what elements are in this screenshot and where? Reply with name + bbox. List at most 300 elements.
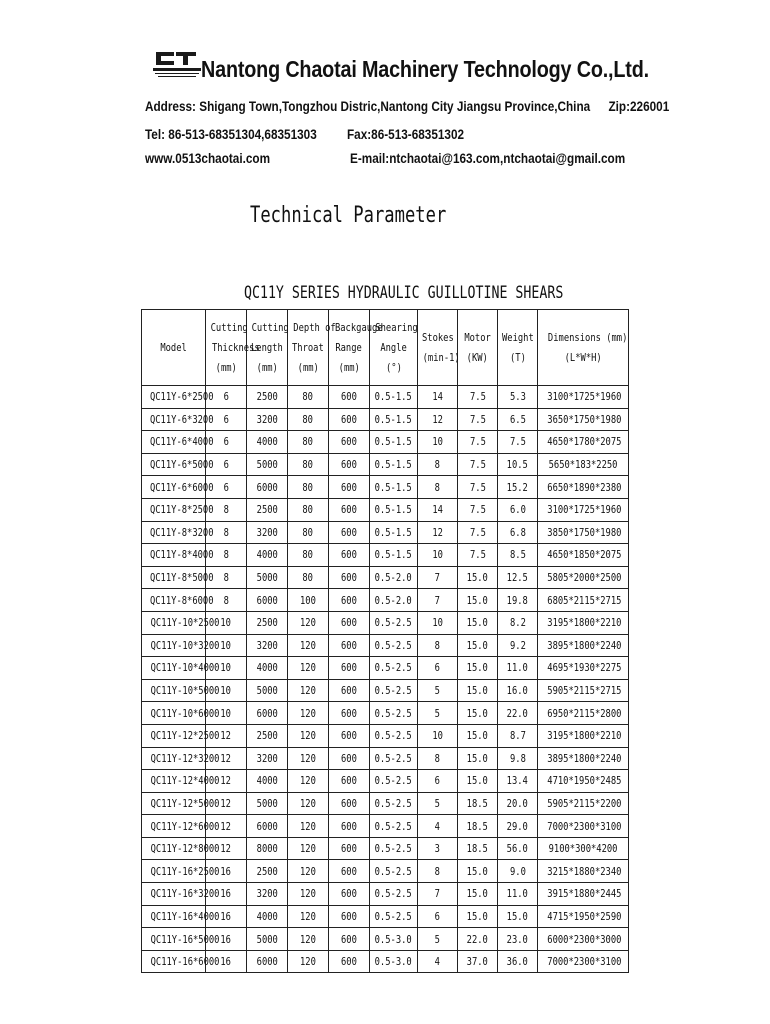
table-cell bbox=[329, 905, 370, 928]
cell-text: 7 bbox=[434, 593, 441, 607]
cell-text: 600 bbox=[341, 616, 357, 630]
model-cell bbox=[142, 950, 220, 973]
model-cell bbox=[142, 498, 214, 521]
table-cell bbox=[538, 657, 629, 680]
cell-text: 6000 bbox=[256, 593, 278, 607]
cell-text: 8.5 bbox=[509, 548, 526, 562]
table-cell bbox=[370, 634, 418, 657]
table-row bbox=[142, 679, 629, 702]
table-cell bbox=[498, 431, 538, 454]
table-cell bbox=[247, 792, 288, 815]
cell-text: 120 bbox=[300, 955, 316, 969]
table-cell bbox=[288, 589, 329, 612]
table-row bbox=[142, 702, 629, 725]
cell-text: 29.0 bbox=[506, 819, 529, 833]
table-cell bbox=[329, 408, 370, 431]
cell-text: 120 bbox=[300, 932, 316, 946]
cell-text: 22.0 bbox=[506, 706, 529, 720]
table-row bbox=[142, 747, 629, 770]
cell-text: QC11Y-16*5000 bbox=[150, 932, 220, 946]
table-cell bbox=[329, 611, 370, 634]
model-cell bbox=[142, 408, 214, 431]
cell-text: 15.0 bbox=[466, 684, 489, 698]
table-cell bbox=[370, 611, 418, 634]
column-header bbox=[206, 310, 260, 386]
table-cell bbox=[288, 566, 329, 589]
cell-text: 5000 bbox=[256, 796, 278, 810]
table-cell bbox=[288, 476, 329, 499]
table-cell bbox=[498, 521, 538, 544]
table-cell bbox=[418, 883, 458, 906]
table-cell bbox=[288, 634, 329, 657]
table-cell bbox=[418, 747, 458, 770]
model-cell bbox=[142, 724, 220, 747]
table-cell bbox=[247, 928, 288, 951]
cell-text: QC11Y-10*4000 bbox=[150, 661, 220, 675]
table-cell bbox=[247, 521, 288, 544]
table-cell bbox=[458, 950, 498, 973]
model-cell bbox=[142, 770, 220, 793]
cell-text: QC11Y-10*3200 bbox=[150, 638, 220, 652]
table-cell bbox=[458, 476, 498, 499]
cell-text: 80 bbox=[302, 525, 314, 539]
table-cell bbox=[458, 431, 498, 454]
table-cell bbox=[329, 950, 370, 973]
cell-text: 8 bbox=[434, 638, 441, 652]
table-row bbox=[142, 905, 629, 928]
cell-text: 8000 bbox=[256, 842, 278, 856]
cell-text: 16.0 bbox=[506, 684, 529, 698]
cell-text: 9100*300*4200 bbox=[548, 842, 618, 856]
cell-text: 3650*1750*1980 bbox=[547, 412, 622, 426]
table-cell bbox=[458, 905, 498, 928]
table-cell bbox=[370, 747, 418, 770]
website[interactable]: www.0513chaotai.com bbox=[145, 150, 271, 166]
table-cell bbox=[418, 837, 458, 860]
table-cell bbox=[418, 611, 458, 634]
column-header-line: Model bbox=[160, 340, 187, 354]
table-cell bbox=[247, 431, 288, 454]
cell-text: QC11Y-12*8000 bbox=[150, 842, 220, 856]
cell-text: 120 bbox=[300, 909, 316, 923]
cell-text: 120 bbox=[300, 616, 316, 630]
column-header-line: (mm) bbox=[215, 360, 237, 374]
table-row bbox=[142, 498, 629, 521]
cell-text: 80 bbox=[302, 503, 314, 517]
cell-text: 16 bbox=[220, 887, 232, 901]
column-header-line: Dimensions (mm) bbox=[547, 330, 628, 344]
table-cell bbox=[498, 498, 538, 521]
cell-text: 0.5-1.5 bbox=[374, 458, 413, 472]
cell-text: 10.5 bbox=[506, 458, 529, 472]
cell-text: 600 bbox=[341, 751, 357, 765]
cell-text: 15.0 bbox=[466, 571, 489, 585]
cell-text: 7 bbox=[434, 571, 441, 585]
company-name: Nantong Chaotai Machinery Technology Co.,Ltd. bbox=[201, 56, 649, 82]
column-header-line: Stokes bbox=[421, 330, 454, 344]
column-header-line: Backgauge bbox=[334, 320, 383, 334]
cell-text: QC11Y-12*3200 bbox=[150, 751, 220, 765]
table-cell bbox=[418, 815, 458, 838]
cell-text: 15.0 bbox=[466, 887, 489, 901]
table-cell bbox=[247, 747, 288, 770]
table-cell bbox=[370, 386, 418, 409]
cell-text: 3895*1800*2240 bbox=[547, 638, 622, 652]
table-row bbox=[142, 792, 629, 815]
table-cell bbox=[329, 476, 370, 499]
cell-text: 5805*2000*2500 bbox=[547, 571, 622, 585]
table-cell bbox=[538, 498, 629, 521]
cell-text: 5 bbox=[434, 796, 441, 810]
table-cell bbox=[370, 476, 418, 499]
cell-text: 4650*1780*2075 bbox=[547, 435, 622, 449]
cell-text: 6 bbox=[223, 390, 229, 404]
table-cell bbox=[370, 453, 418, 476]
table-cell bbox=[538, 408, 629, 431]
table-cell bbox=[370, 860, 418, 883]
cell-text: 0.5-2.0 bbox=[374, 571, 413, 585]
cell-text: 10 bbox=[220, 661, 232, 675]
column-header bbox=[247, 310, 288, 386]
cell-text: 15.0 bbox=[466, 593, 489, 607]
cell-text: 0.5-2.5 bbox=[374, 684, 413, 698]
cell-text: 8 bbox=[223, 548, 229, 562]
cell-text: 8 bbox=[434, 458, 441, 472]
table-row bbox=[142, 408, 629, 431]
cell-text: QC11Y-8*3200 bbox=[149, 525, 214, 539]
cell-text: QC11Y-6*4000 bbox=[149, 435, 214, 449]
table-cell bbox=[458, 747, 498, 770]
cell-text: 56.0 bbox=[506, 842, 529, 856]
table-cell bbox=[370, 792, 418, 815]
table-cell bbox=[418, 408, 458, 431]
column-header-line: Angle bbox=[380, 340, 407, 354]
cell-text: 3195*1800*2210 bbox=[547, 616, 622, 630]
model-cell bbox=[142, 431, 214, 454]
model-cell bbox=[142, 634, 220, 657]
table-cell bbox=[458, 589, 498, 612]
cell-text: 12 bbox=[432, 525, 443, 539]
cell-text: 14 bbox=[432, 503, 443, 517]
table-cell bbox=[370, 657, 418, 680]
table-cell bbox=[329, 521, 370, 544]
cell-text: 0.5-2.5 bbox=[374, 887, 413, 901]
cell-text: 600 bbox=[341, 661, 357, 675]
table-cell bbox=[288, 792, 329, 815]
cell-text: QC11Y-6*2500 bbox=[149, 390, 214, 404]
table-cell bbox=[418, 702, 458, 725]
table-cell bbox=[418, 860, 458, 883]
cell-text: 5905*2115*2715 bbox=[547, 684, 622, 698]
cell-text: QC11Y-6*6000 bbox=[149, 480, 214, 494]
cell-text: 0.5-1.5 bbox=[374, 412, 413, 426]
cell-text: 8 bbox=[223, 503, 229, 517]
table-cell bbox=[247, 815, 288, 838]
cell-text: 5650*183*2250 bbox=[548, 458, 618, 472]
table-cell bbox=[370, 770, 418, 793]
table-row bbox=[142, 386, 629, 409]
cell-text: 12.5 bbox=[506, 571, 529, 585]
cell-text: 0.5-2.5 bbox=[374, 729, 413, 743]
table-cell bbox=[288, 837, 329, 860]
cell-text: QC11Y-6*3200 bbox=[149, 412, 214, 426]
cell-text: 120 bbox=[300, 887, 316, 901]
model-cell bbox=[142, 589, 214, 612]
cell-text: 6 bbox=[434, 661, 441, 675]
table-cell bbox=[247, 883, 288, 906]
cell-text: 0.5-2.0 bbox=[374, 593, 413, 607]
table-cell bbox=[247, 837, 288, 860]
cell-text: 12 bbox=[432, 412, 443, 426]
table-cell bbox=[538, 702, 629, 725]
cell-text: 15.0 bbox=[466, 729, 489, 743]
cell-text: 0.5-1.5 bbox=[374, 435, 413, 449]
cell-text: 10 bbox=[432, 729, 443, 743]
cell-text: 7.5 bbox=[469, 435, 486, 449]
model-cell bbox=[142, 815, 220, 838]
table-cell bbox=[329, 928, 370, 951]
cell-text: 15.0 bbox=[466, 864, 489, 878]
model-cell bbox=[142, 386, 214, 409]
column-header-line: (mm) bbox=[256, 360, 278, 374]
table-cell bbox=[329, 634, 370, 657]
cell-text: 6650*1890*2380 bbox=[547, 480, 622, 494]
table-cell bbox=[498, 928, 538, 951]
cell-text: 0.5-2.5 bbox=[374, 819, 413, 833]
model-cell bbox=[142, 453, 214, 476]
cell-text: 80 bbox=[302, 480, 314, 494]
cell-text: 7.5 bbox=[469, 503, 486, 517]
column-header-line: (KW) bbox=[466, 350, 489, 364]
table-cell bbox=[418, 724, 458, 747]
cell-text: 15.0 bbox=[466, 661, 489, 675]
cell-text: 4000 bbox=[256, 909, 278, 923]
table-cell bbox=[538, 386, 629, 409]
table-cell bbox=[247, 634, 288, 657]
cell-text: 5 bbox=[434, 706, 441, 720]
column-header-line: Throat bbox=[292, 340, 324, 354]
table-cell bbox=[538, 860, 629, 883]
table-cell bbox=[538, 453, 629, 476]
cell-text: QC11Y-12*4000 bbox=[150, 774, 220, 788]
table-cell bbox=[538, 770, 629, 793]
model-cell bbox=[142, 566, 214, 589]
table-cell bbox=[458, 634, 498, 657]
section-title: Technical Parameter bbox=[250, 203, 447, 228]
table-cell bbox=[288, 408, 329, 431]
table-cell bbox=[247, 408, 288, 431]
cell-text: QC11Y-8*2500 bbox=[149, 503, 214, 517]
cell-text: 10 bbox=[432, 548, 443, 562]
table-cell bbox=[538, 634, 629, 657]
table-cell bbox=[418, 566, 458, 589]
cell-text: 5.3 bbox=[509, 390, 526, 404]
table-cell bbox=[247, 702, 288, 725]
cell-text: 120 bbox=[300, 842, 316, 856]
cell-text: 5 bbox=[434, 932, 441, 946]
cell-text: 600 bbox=[341, 458, 357, 472]
cell-text: 18.5 bbox=[466, 819, 489, 833]
cell-text: 0.5-2.5 bbox=[374, 661, 413, 675]
table-cell bbox=[288, 498, 329, 521]
cell-text: 3895*1800*2240 bbox=[547, 751, 622, 765]
cell-text: 10 bbox=[432, 616, 443, 630]
column-header-line: Depth of bbox=[293, 320, 336, 334]
cell-text: 600 bbox=[341, 412, 357, 426]
model-cell bbox=[142, 747, 220, 770]
tel: Tel: 86-513-68351304,68351303 bbox=[145, 126, 317, 142]
table-cell bbox=[538, 883, 629, 906]
cell-text: 3200 bbox=[256, 525, 278, 539]
table-cell bbox=[418, 905, 458, 928]
column-header bbox=[458, 310, 498, 386]
table-row bbox=[142, 476, 629, 499]
cell-text: 600 bbox=[341, 684, 357, 698]
cell-text: 120 bbox=[300, 638, 316, 652]
cell-text: 12 bbox=[220, 842, 232, 856]
column-header-line: Cutting bbox=[210, 320, 248, 334]
table-cell bbox=[288, 431, 329, 454]
table-cell bbox=[498, 792, 538, 815]
cell-text: 0.5-1.5 bbox=[374, 548, 413, 562]
cell-text: 5000 bbox=[256, 571, 278, 585]
table-cell bbox=[498, 815, 538, 838]
cell-text: 600 bbox=[341, 571, 357, 585]
cell-text: 19.8 bbox=[506, 593, 529, 607]
cell-text: 22.0 bbox=[466, 932, 489, 946]
table-header-row bbox=[142, 310, 629, 386]
cell-text: 7000*2300*3100 bbox=[547, 819, 622, 833]
cell-text: 9.2 bbox=[509, 638, 526, 652]
cell-text: 10 bbox=[220, 684, 232, 698]
table-row bbox=[142, 928, 629, 951]
cell-text: 120 bbox=[300, 684, 316, 698]
cell-text: 12 bbox=[220, 729, 232, 743]
table-row bbox=[142, 566, 629, 589]
cell-text: QC11Y-10*6000 bbox=[150, 706, 220, 720]
cell-text: 0.5-2.5 bbox=[374, 638, 413, 652]
column-header bbox=[288, 310, 336, 386]
table-cell bbox=[458, 792, 498, 815]
table-cell bbox=[538, 905, 629, 928]
cell-text: 100 bbox=[300, 593, 316, 607]
cell-text: 4715*1950*2590 bbox=[547, 909, 622, 923]
table-cell bbox=[370, 566, 418, 589]
cell-text: 5000 bbox=[256, 684, 278, 698]
table-cell bbox=[458, 928, 498, 951]
cell-text: 0.5-1.5 bbox=[374, 480, 413, 494]
table-cell bbox=[370, 408, 418, 431]
table-cell bbox=[458, 815, 498, 838]
cell-text: 3215*1880*2340 bbox=[547, 864, 622, 878]
table-row bbox=[142, 883, 629, 906]
email[interactable]: E-mail:ntchaotai@163.com,ntchaotai@gmail.com bbox=[350, 150, 626, 166]
cell-text: 600 bbox=[341, 842, 357, 856]
cell-text: 120 bbox=[300, 864, 316, 878]
cell-text: QC11Y-8*6000 bbox=[149, 593, 214, 607]
cell-text: 0.5-2.5 bbox=[374, 864, 413, 878]
table-cell bbox=[247, 589, 288, 612]
zip-code: Zip:226001 bbox=[608, 98, 670, 114]
table-cell bbox=[288, 883, 329, 906]
cell-text: 6 bbox=[223, 480, 229, 494]
table-cell bbox=[498, 476, 538, 499]
cell-text: 6 bbox=[223, 435, 229, 449]
table-cell bbox=[247, 724, 288, 747]
table-cell bbox=[288, 860, 329, 883]
cell-text: 20.0 bbox=[506, 796, 529, 810]
column-header-line: Shearing bbox=[375, 320, 418, 334]
table-cell bbox=[498, 950, 538, 973]
table-cell bbox=[329, 860, 370, 883]
cell-text: 3100*1725*1960 bbox=[547, 390, 622, 404]
cell-text: QC11Y-10*5000 bbox=[150, 684, 220, 698]
table-row bbox=[142, 521, 629, 544]
cell-text: 2500 bbox=[256, 864, 278, 878]
cell-text: 120 bbox=[300, 774, 316, 788]
cell-text: 600 bbox=[341, 864, 357, 878]
cell-text: 7.5 bbox=[509, 435, 526, 449]
cell-text: 600 bbox=[341, 955, 357, 969]
table-cell bbox=[370, 950, 418, 973]
table-cell bbox=[498, 770, 538, 793]
table-cell bbox=[329, 657, 370, 680]
table-cell bbox=[370, 521, 418, 544]
cell-text: QC11Y-16*4000 bbox=[150, 909, 220, 923]
table-cell bbox=[458, 702, 498, 725]
column-header bbox=[329, 310, 383, 386]
table-cell bbox=[329, 589, 370, 612]
cell-text: 3195*1800*2210 bbox=[547, 729, 622, 743]
table-cell bbox=[329, 747, 370, 770]
cell-text: 2500 bbox=[256, 616, 278, 630]
cell-text: 3200 bbox=[256, 412, 278, 426]
cell-text: 16 bbox=[220, 932, 232, 946]
table-cell bbox=[538, 566, 629, 589]
cell-text: 120 bbox=[300, 706, 316, 720]
table-cell bbox=[538, 476, 629, 499]
cell-text: QC11Y-16*6000 bbox=[150, 955, 220, 969]
table-cell bbox=[247, 611, 288, 634]
table-cell bbox=[418, 634, 458, 657]
table-cell bbox=[288, 950, 329, 973]
cell-text: QC11Y-10*2500 bbox=[150, 616, 220, 630]
cell-text: 0.5-3.0 bbox=[374, 955, 413, 969]
cell-text: 120 bbox=[300, 661, 316, 675]
cell-text: 4710*1950*2485 bbox=[547, 774, 622, 788]
cell-text: QC11Y-12*5000 bbox=[150, 796, 220, 810]
model-cell bbox=[142, 792, 220, 815]
table-cell bbox=[370, 905, 418, 928]
model-cell bbox=[142, 837, 220, 860]
column-header-line: (min-1) bbox=[422, 350, 460, 364]
table-cell bbox=[288, 657, 329, 680]
cell-text: 18.5 bbox=[466, 796, 489, 810]
table-cell bbox=[538, 928, 629, 951]
table-cell bbox=[498, 386, 538, 409]
table-cell bbox=[288, 521, 329, 544]
cell-text: 0.5-2.5 bbox=[374, 706, 413, 720]
table-cell bbox=[329, 883, 370, 906]
cell-text: 120 bbox=[300, 819, 316, 833]
table-cell bbox=[458, 724, 498, 747]
cell-text: 6000*2300*3000 bbox=[547, 932, 622, 946]
cell-text: 6000 bbox=[256, 955, 278, 969]
column-header bbox=[498, 310, 538, 386]
cell-text: 4650*1850*2075 bbox=[547, 548, 622, 562]
model-cell bbox=[142, 883, 220, 906]
company-logo bbox=[152, 50, 202, 84]
